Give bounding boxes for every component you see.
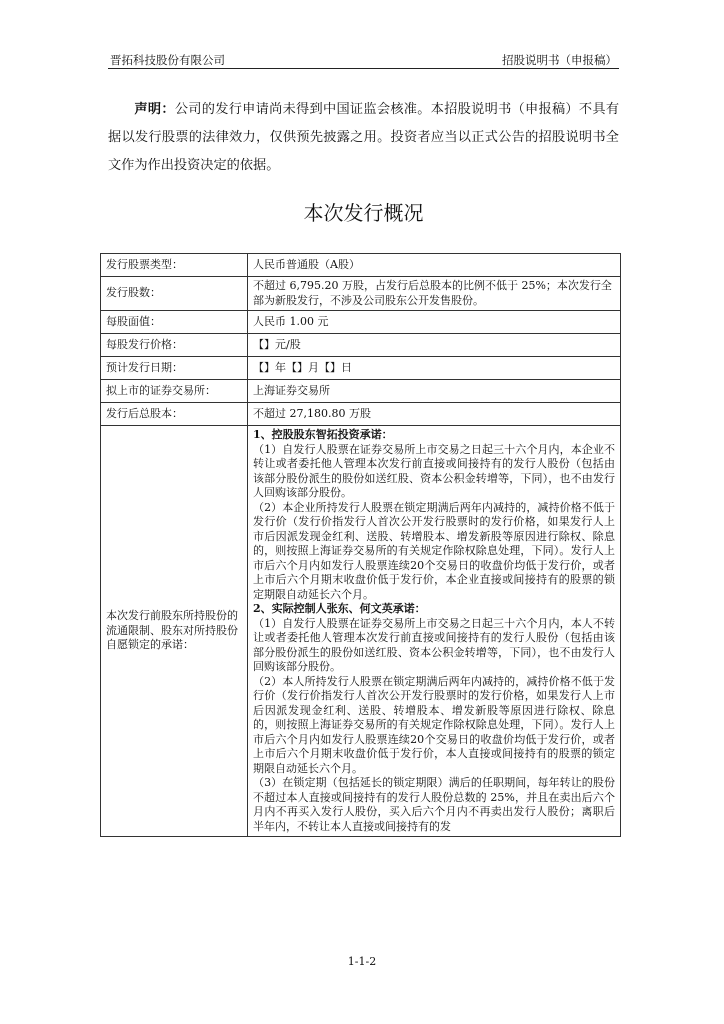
table-row bbox=[101, 277, 621, 311]
table-row bbox=[101, 334, 621, 357]
commitment-heading: 2、实际控制人张东、何文英承诺： bbox=[253, 602, 426, 615]
table-row bbox=[101, 254, 621, 277]
row-value: 人民币普通股（A股） bbox=[248, 254, 621, 277]
table-row bbox=[101, 426, 621, 837]
lockup-label: 本次发行前股东所持股份的流通限制、股东对所持股份自愿锁定的承诺： bbox=[101, 426, 248, 837]
table-row bbox=[101, 357, 621, 380]
offering-overview-table bbox=[100, 253, 621, 837]
header-company: 晋拓科技股份有限公司 bbox=[110, 53, 225, 67]
row-label: 每股发行价格： bbox=[101, 334, 248, 357]
commitment-heading: 1、控股股东智拓投资承诺： bbox=[253, 428, 393, 441]
row-value: 人民币 1.00 元 bbox=[248, 311, 621, 334]
commitment-paragraph: （2）本人所持发行人股票在锁定期满后两年内减持的，减持价格不低于发行价（发行价指发行人首次公开发行股票时的发行价格，如果发行人上市后因派发现金红利、送股、转增股本、增发新股等原因进行除权、除息的，则按照上海证券交易所的有关规定作除权除息处理，下同）。发行人上市后六个月内如发行人股票连续20个交易日的收盘价均低于发行价，或者上市后六个月期末收盘价低于发行价，本人直接或间接持有的股票的锁定期限自动延长六个月。 bbox=[253, 674, 615, 775]
row-value: 不超过 27,180.80 万股 bbox=[248, 403, 621, 426]
row-label: 每股面值： bbox=[101, 311, 248, 334]
section-title: 本次发行概况 bbox=[303, 201, 424, 225]
lockup-commitments bbox=[248, 426, 621, 837]
statement-label: 声明： bbox=[134, 102, 175, 117]
row-value: 【】年【】月【】日 bbox=[248, 357, 621, 380]
statement-text: 公司的发行申请尚未得到中国证监会核准。本招股说明书（申报稿）不具有据以发行股票的法律效力，仅供预先披露之用。投资者应当以正式公告的招股说明书全文作为作出投资决定的依据。 bbox=[108, 102, 620, 173]
commitment-paragraph: （1）自发行人股票在证券交易所上市交易之日起三十六个月内，本企业不转让或者委托他人管理本次发行前直接或间接持有的发行人股份（包括由该部分股份派生的股份如送红股、资本公积金转增等，下同），也不由发行人回购该部分股份。 bbox=[253, 442, 615, 499]
row-label: 拟上市的证券交易所： bbox=[101, 380, 248, 403]
disclaimer-statement bbox=[108, 96, 619, 180]
row-label: 发行股数： bbox=[101, 277, 248, 311]
row-label: 预计发行日期： bbox=[101, 357, 248, 380]
table-row bbox=[101, 311, 621, 334]
page-number: 1-1-2 bbox=[347, 955, 377, 968]
page-header bbox=[108, 50, 619, 69]
row-label: 发行后总股本： bbox=[101, 403, 248, 426]
row-label: 发行股票类型： bbox=[101, 254, 248, 277]
header-doc-title: 招股说明书（申报稿） bbox=[502, 53, 617, 67]
row-value: 【】元/股 bbox=[248, 334, 621, 357]
table-row bbox=[101, 403, 621, 426]
commitment-paragraph: （3）在锁定期（包括延长的锁定期限）满后的任职期间，每年转让的股份不超过本人直接或间接持有的发行人股份总数的 25%，并且在卖出后六个月内不再买入发行人股份，买入后六个月内不再卖出发行人股份；离职后半年内，不转让本人直接或间接持有的发 bbox=[253, 776, 615, 833]
row-value: 不超过 6,795.20 万股，占发行后总股本的比例不低于 25%；本次发行全部为新股发行，不涉及公司股东公开发售股份。 bbox=[248, 277, 621, 311]
commitment-paragraph: （1）自发行人股票在证券交易所上市交易之日起三十六个月内，本人不转让或者委托他人管理本次发行前直接或间接持有的发行人股份（包括由该部分股份派生的股份如送红股、资本公积金转增等，下同），也不由发行人回购该部分股份。 bbox=[253, 616, 615, 673]
row-value: 上海证券交易所 bbox=[248, 380, 621, 403]
commitment-paragraph: （2）本企业所持发行人股票在锁定期满后两年内减持的，减持价格不低于发行价（发行价指发行人首次公开发行股票时的发行价格，如果发行人上市后因派发现金红利、送股、转增股本、增发新股等原因进行除权、除息的，则按照上海证券交易所的有关规定作除权除息处理，下同）。发行人上市后六个月内如发行人股票连续20个交易日的收盘价均低于发行价，或者上市后六个月期末收盘价低于发行价，本企业直接或间接持有的股票的锁定期限自动延长六个月。 bbox=[253, 500, 615, 601]
table-row bbox=[101, 380, 621, 403]
